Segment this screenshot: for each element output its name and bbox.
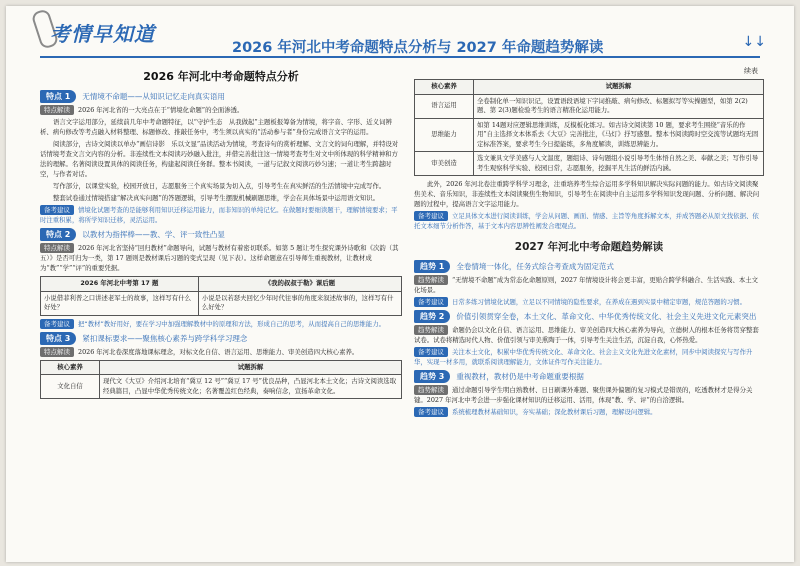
table-cell: 选文兼具文学美感与人文温度，题组诗、诗句题组小说引导考生体悟自然之美、奉献之美；写作引导考生观察科学实验、校园日常，志愿服务，挖掘平凡生活的鲜活内涵。 <box>474 152 764 176</box>
trait3-para1: 特点解读 2026 年河北卷深度落地课标理念，对标文化自信、语言运用、思维能力、审美创造四大核心素养。 <box>40 347 402 357</box>
trend-section-title: 2027 年河北中考命题趋势解读 <box>514 241 664 253</box>
table-cell: 思维能力 <box>415 118 474 152</box>
trend2-header <box>414 310 764 323</box>
trait1-advice-label: 备考建议 <box>40 205 74 215</box>
trait1-analysis-label: 特点解读 <box>40 105 74 115</box>
literacy-table-continued <box>414 79 764 176</box>
trait1-tag: 特点 1 <box>40 90 76 103</box>
table-header: 《我的叔叔于勒》课后题 <box>198 277 401 292</box>
trait3-header <box>40 332 402 345</box>
trend3-advice-label: 备考建议 <box>414 407 448 417</box>
table-cell: 小说借菲利普之口讲述老军士的故事，这样写有什么好处？ <box>41 291 199 315</box>
trait1-para4: 写作部分，以课堂实验，校园开放日，志愿服务三个真实场景为切入点，引导考生在真实鲜活的生活情境中完成写作。 <box>53 182 386 190</box>
trait1-para1: 特点解读 2026 年河北省的一大亮点在于“情境化命题”的全面渗透。 <box>40 105 402 115</box>
left-section-title: 2026 年河北中考命题特点分析 <box>143 70 299 83</box>
trait2-advice-label: 备考建议 <box>40 319 74 329</box>
trait3-literacy-table <box>40 360 402 400</box>
trend2-tag: 趋势 2 <box>414 310 450 323</box>
trend2-analysis-label: 趋势解读 <box>414 325 448 335</box>
trait2-title: 以教材为指挥棒——教、学、评一致性凸显 <box>82 230 225 239</box>
trait2-comparison-table <box>40 276 402 316</box>
trait1-para5: 整套试卷通过情境搭建“解决真实问题”的答题逻辑，引导考生摆脱机械刷题思维，学会在具体场景中运用语文知识。 <box>53 194 380 202</box>
continued-label: 续表 <box>744 67 758 75</box>
trend1-advice-label: 备考建议 <box>414 297 448 307</box>
trend1-title: 全卷情境一体化，任务式综合考查成为固定范式 <box>456 262 614 271</box>
page-title: 2026 年河北中考命题特点分析与 2027 年命题趋势解读 <box>232 40 604 56</box>
trait2-analysis-label: 特点解读 <box>40 243 74 253</box>
trend2-advice: 备考建议 关注本土文化，积累中华优秀传统文化、革命文化、社会主义文化先进文化素材，同步中阅读探究与写作升华，实现一材多用，就联系阅读理解能力，文体证件写作关注能力。 <box>414 348 753 366</box>
trend1-analysis-label: 趋势解读 <box>414 275 448 285</box>
table-cell: 现代文《大豆》介绍河北培育“冀豆 12 号”“冀豆 17 号”优良品种，凸显河北本土文化；古诗文阅读选取经典篇目，凸显中华优秀传统文化；名著覆盖红色经典，奏响信念，宣扬革命文化。 <box>100 375 402 399</box>
table-header: 2026 年河北中考第 17 题 <box>41 277 199 292</box>
cross-subject-para: 此外，2026 年河北卷注重跨学科学习理念，注重培养考生综合运用多学科知识解决实际问题的能力。如古诗文阅读聚焦美术、音乐知识，非连续性文本阅读聚焦生物知识，引导考生在阅读中自主运用多学科知识发现问题、分析问题、解决问题的过程中，提高语言文字运用能力。 <box>414 180 760 208</box>
table-header: 试题拆解 <box>100 360 402 375</box>
trait3-title: 紧扣课标要求——聚焦核心素养与跨学科学习理念 <box>82 333 248 343</box>
trait2-header <box>40 228 402 241</box>
trend3-header <box>414 370 764 383</box>
trait2-advice: 备考建议 把“教材”教好用好，要在学习中加强理解教材中的原理和方法，形成自己的思考，从而提高自己的思维能力。 <box>40 319 402 329</box>
trait1-para2: 语言文字运用部分，延续前几年中考命题特征，以“守护生态 从我做起”主题板报筹备为情境，将字音、字形、近义词辨析、病句修改等考点融入材料整理、标题修改、推敲任务中，考生须以真实的“活动参与者”身份完成语言文字的运用。 <box>40 118 392 136</box>
brand-logo: 考情早知道 <box>50 22 155 46</box>
header <box>6 6 794 54</box>
header-divider <box>40 56 760 58</box>
trend3-title: 重视教材，教材仍是中考命题重要根据 <box>456 372 584 381</box>
table-cell: 审美创造 <box>415 152 474 176</box>
table-header: 核心素养 <box>41 360 100 375</box>
trait1-title: 无情境不命题——从知识记忆走向真实语用 <box>82 92 225 101</box>
trait1-advice: 备考建议 情境化试题考查的是能够利用知识迁移运用能力，而非知识的单纯记忆。在做题时要细读题干，理解情境要求；平时注重积累，将所学知识迁移，灵活运用。 <box>40 206 398 224</box>
table-cell: 小说是以若瑟夫回忆少年时代往事的角度来叙述故事的，这样写有什么好处？ <box>198 291 401 315</box>
table-row <box>415 152 764 176</box>
trait2-tag: 特点 2 <box>40 228 76 241</box>
table-cell: 如第 14题对应逻辑思维训练，反模板化练习。如古诗文阅读第 10 题，要求考生围绕“音乐的作用”自主选择文本体系去《大豆》完善批注，《马灯》抒写感想。整本书阅读跨时空交流等试题均无固定标准答案，要求考生今日提能练，多角度解读，训练思辨能力。 <box>474 118 764 152</box>
trend1-advice: 备考建议 日常多练习情境化试题，立足以不同情境的隐性要求，在养成在遇到实景中精定审题，规范答题的习惯。 <box>414 297 764 307</box>
table-row <box>41 375 402 399</box>
page <box>6 6 794 562</box>
trend3-advice: 备考建议 系统梳理教材基础知识，夯实基础；深化教材课后习题，理解设问逻辑。 <box>414 407 764 417</box>
table-header: 试题拆解 <box>474 80 764 95</box>
table-cell: 全卷制化单一知识识记，设置语段语境下字词推敲、病句修改、标题拟写等实操题型，如第 2(2)题、第 2(3)题检验考生的语言精准化运用能力。 <box>474 94 764 118</box>
trend3-analysis-label: 趋势解读 <box>414 385 448 395</box>
trait1-para3: 阅读部分，古诗文阅读以单办“画信诗影 乐以文显”品读活动为情境，考查诗句的赏析理解、文言文的词句理解，并特设对话情境考查文言文内容的分析。非连续性文本阅读巧妙融入批注，并借完善批注这一情境考查考生对文中所体现的科学精神和方法的理解。名著阅读设置具体的阅读任务，构建起阅读任务群。整本书阅读，一道与记叙文阅读巧妙匀速；一道让考生跨越时空，与作者对话。 <box>40 140 399 178</box>
binder-rings-icon: ↓↓ <box>742 34 766 50</box>
trait2-para1: 特点解读 2026 年河北省坚持“回归教材”命题导向，试题与教材有着密切联系。如第 5 题让考生探究课外诗歌和《次韵（其五）》是否可归为一类，第 17 题则是教材课后习题的变式呈现（见下表）。这样命题意在引导师生重视教材，让教材成为“教”“学”“评”的重要凭据。 <box>40 244 399 272</box>
right-column <box>414 64 764 419</box>
right-advice-label: 备考建议 <box>414 211 448 221</box>
trend1-analysis: 趋势解读 “无情境不命题”成为常态化命题原则，2027 年情境设计将会更丰富，更贴合跨学科融合、生活实践、本土文化场景。 <box>414 276 759 294</box>
table-cell: 语言运用 <box>415 94 474 118</box>
trend1-tag: 趋势 1 <box>414 260 450 273</box>
trait1-header <box>40 90 402 103</box>
left-column <box>40 64 402 402</box>
trend3-analysis: 趋势解读 通过命题引导学生明白熟教材、日日刷课外难题、聚焦课外偏题的复习模式是错误的，吃透教材才是得分关键。2027 年河北中考会进一步强化课材知识的迁移运用、活用，体现“教、学、评”的自洽逻辑。 <box>414 386 753 404</box>
trend2-title: 价值引领贯穿全卷，本土文化、革命文化、中华优秀传统文化、社会主义先进文化元素突出 <box>456 312 757 321</box>
table-header: 核心素养 <box>415 80 474 95</box>
table-row <box>415 118 764 152</box>
trend2-analysis: 趋势解读 命题仍会以文化自信、语言运用、思维能力、审美创造四大核心素养为导向，立德树人的根本任务将贯穿整套试卷。试卷将精选时代人物、价值引领与审美熏陶于一体，引导考生关注生活，沉淀自我，心怀热爱。 <box>414 326 759 344</box>
trend3-tag: 趋势 3 <box>414 370 450 383</box>
table-row <box>415 94 764 118</box>
trait3-analysis-label: 特点解读 <box>40 347 74 357</box>
trait3-tag: 特点 3 <box>40 332 76 345</box>
trend2-advice-label: 备考建议 <box>414 347 448 357</box>
right-advice: 备考建议 立足具体文本进行阅读训练，学会从问题、画面、情感、主旨等角度拆解文本，并成答题必从原文找依据、依托文本细节分析作答，基于文本内容思辨性阐发合理观点。 <box>414 212 759 230</box>
trend1-header <box>414 260 764 273</box>
table-cell: 文化自信 <box>41 375 100 399</box>
table-row <box>41 291 402 315</box>
